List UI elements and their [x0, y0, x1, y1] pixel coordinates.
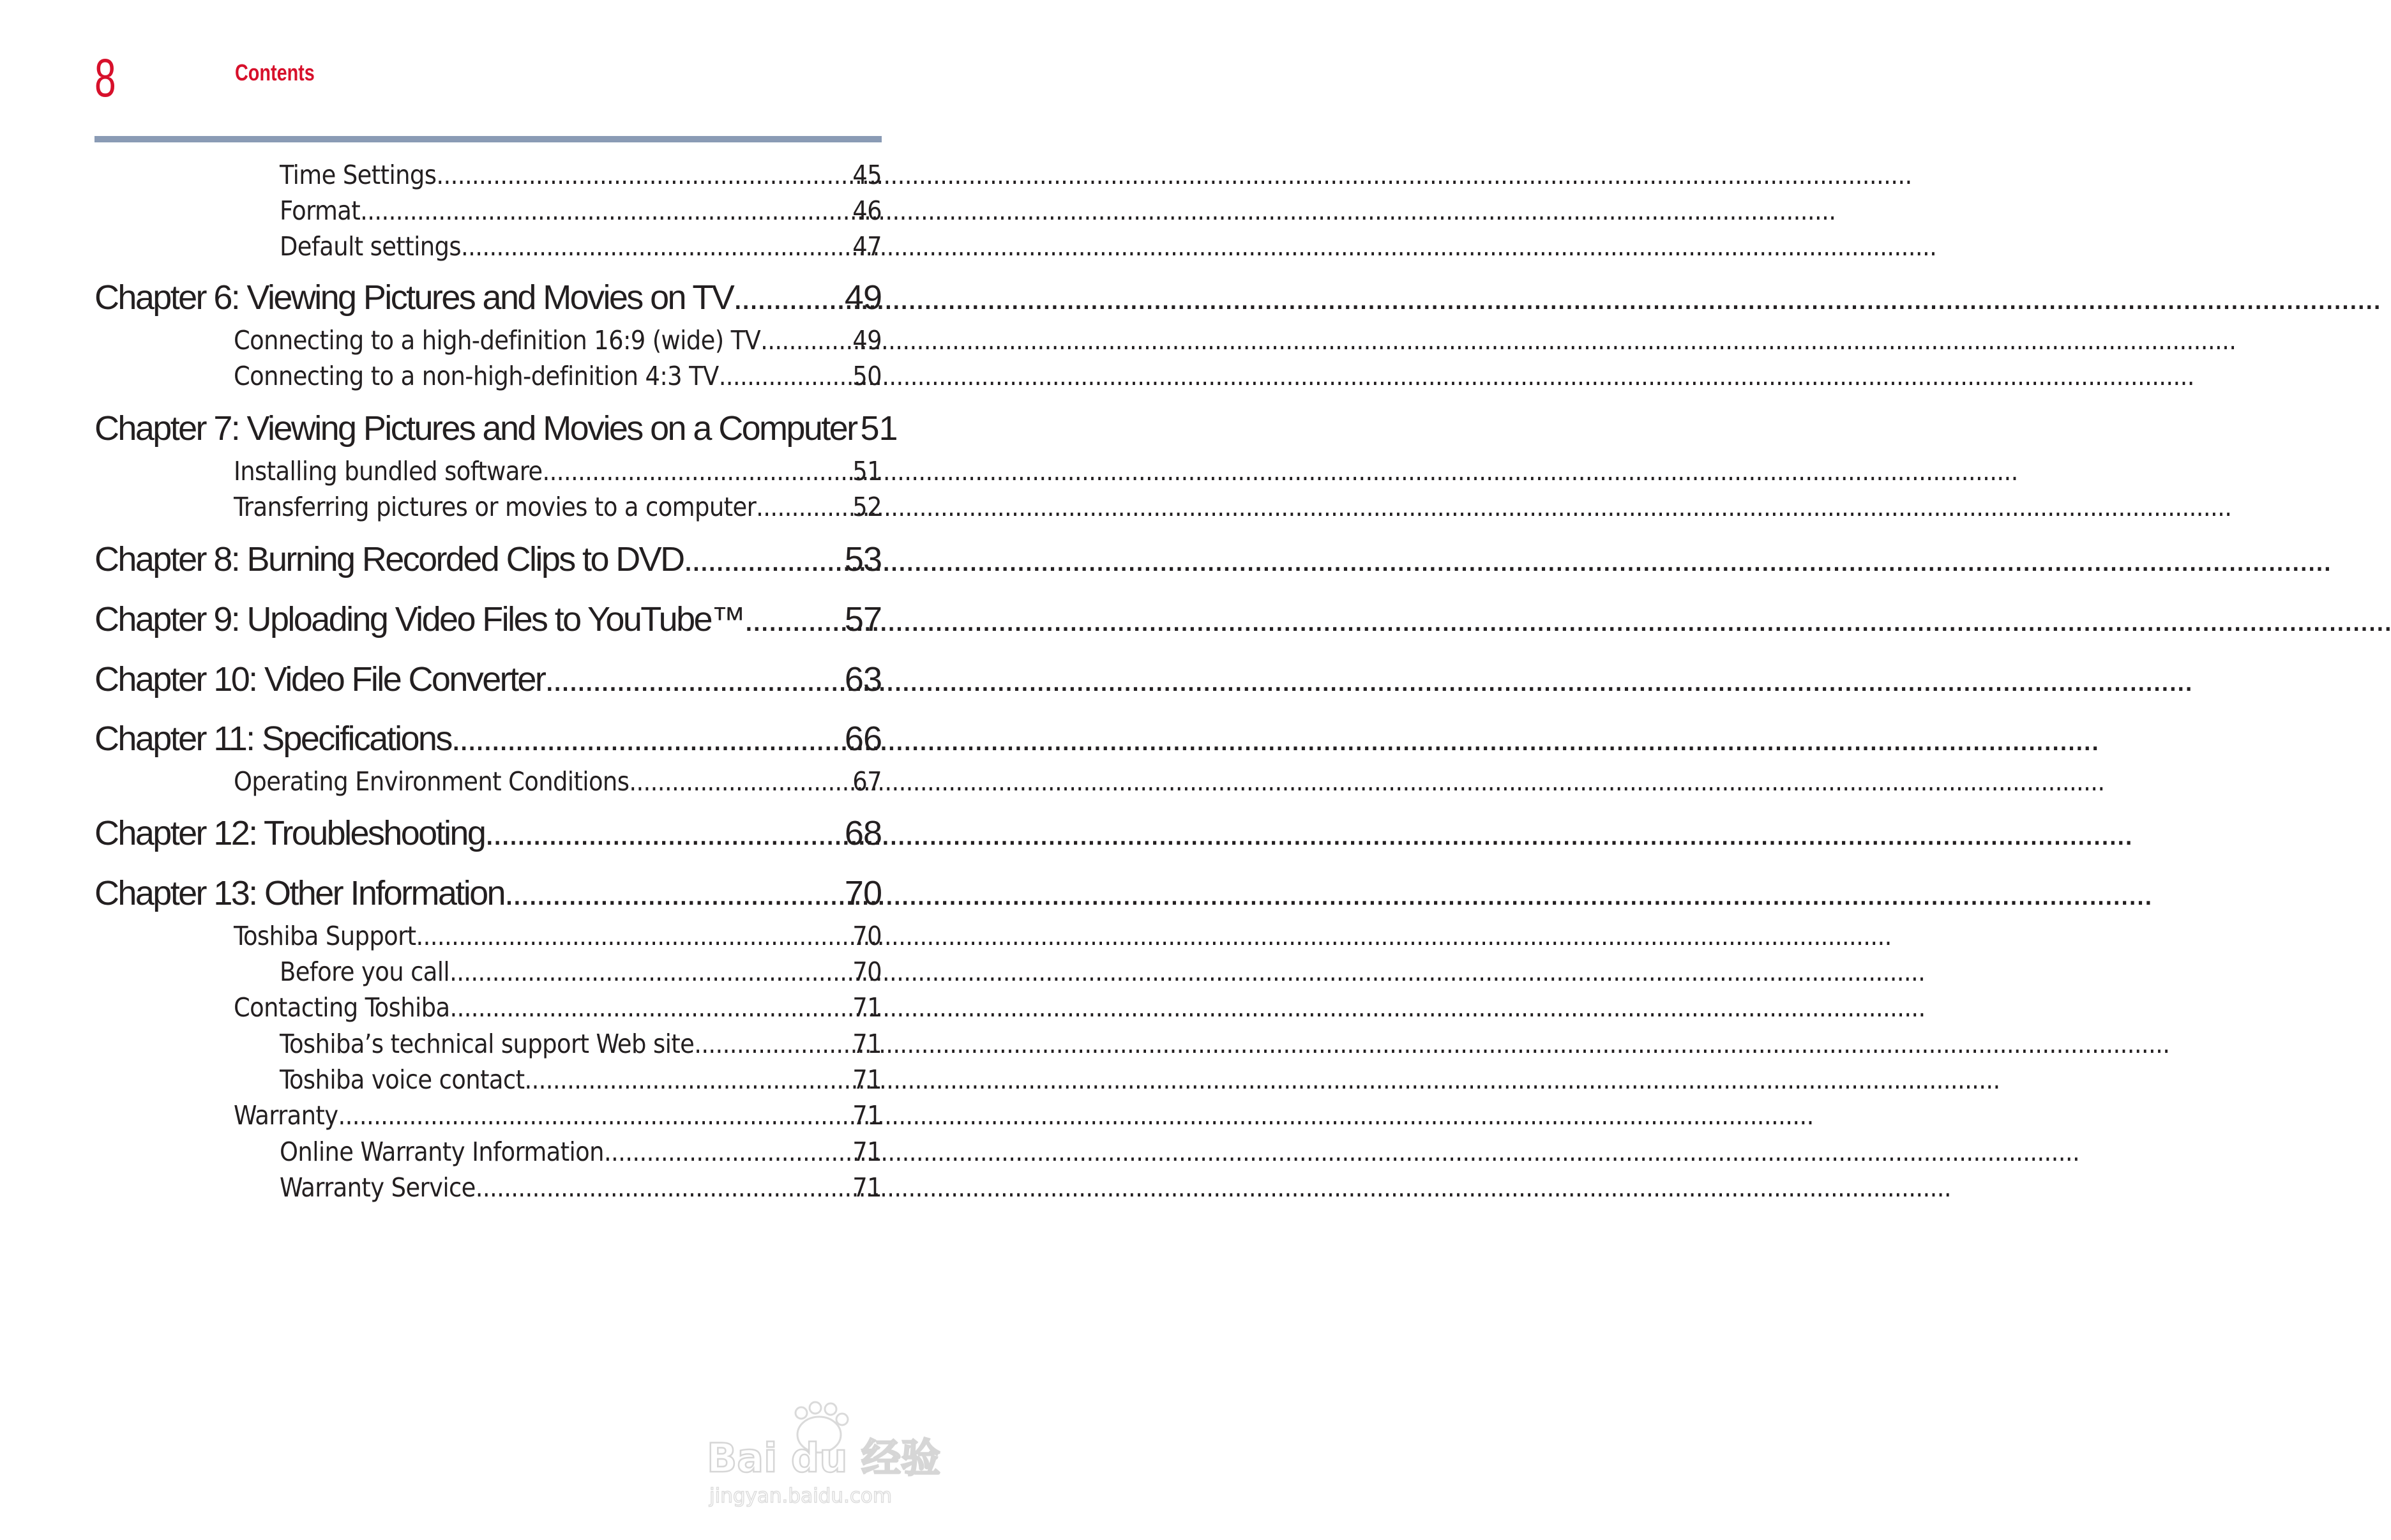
toc-entry-title: Chapter 7: Viewing Pictures and Movies on a Computer: [94, 409, 857, 448]
dot-leader: [733, 278, 841, 317]
page-number: 8: [94, 48, 116, 108]
toc-entry-page-number: 47: [852, 231, 882, 262]
toc-entry-page-number: 57: [844, 600, 882, 638]
toc-entry-page-number: 70: [844, 874, 882, 912]
toc-section[interactable]: [234, 921, 882, 951]
toc-entry-page-number: 45: [852, 160, 882, 190]
dot-leader: [604, 1136, 852, 1167]
toc-subsection[interactable]: [280, 195, 882, 226]
toc-chapter[interactable]: [94, 719, 882, 759]
toc-chapter[interactable]: [94, 409, 898, 448]
toc-chapter[interactable]: [94, 600, 882, 639]
toc-entry-page-number: 67: [852, 766, 882, 797]
toc-entry-page-number: 71: [852, 1172, 882, 1203]
toc-chapter[interactable]: [94, 660, 882, 699]
dot-leader: [629, 766, 852, 797]
toc-entry-title: Chapter 13: Other Information: [94, 874, 504, 912]
toc-subsection[interactable]: [280, 1064, 882, 1095]
toc-entry-title: Toshiba Support: [234, 921, 416, 951]
toc-entry-page-number: 63: [844, 660, 882, 698]
toc-entry-title: Chapter 6: Viewing Pictures and Movies on TV: [94, 278, 734, 317]
toc-entry-title: Before you call: [280, 956, 450, 987]
toc-section[interactable]: [234, 992, 882, 1023]
toc-entry-page-number: 49: [852, 325, 882, 356]
dot-leader: [461, 231, 852, 262]
toc-subsection[interactable]: [280, 231, 882, 262]
toc-chapter[interactable]: [94, 278, 882, 317]
toc-section[interactable]: [234, 1100, 882, 1131]
toc-entry-title: Format: [280, 195, 361, 226]
toc-entry-page-number: 68: [844, 814, 882, 852]
dot-leader: [360, 195, 852, 226]
toc-entry-title: Connecting to a high-definition 16:9 (wide) TV: [234, 325, 761, 356]
watermark-brand: Bai du 经验: [707, 1435, 941, 1481]
dot-leader: [485, 813, 841, 853]
toc-entry-title: Chapter 8: Burning Recorded Clips to DVD: [94, 540, 684, 578]
toc-entry-page-number: 71: [852, 992, 882, 1023]
toc-entry-title: Toshiba voice contact: [280, 1064, 525, 1095]
toc-entry-page-number: 46: [852, 195, 882, 226]
toc-entry-page-number: 71: [852, 1100, 882, 1131]
dot-leader: [476, 1172, 853, 1203]
toc-section[interactable]: [234, 766, 882, 797]
toc-subsection[interactable]: [280, 1029, 882, 1059]
toc-entry-page-number: 71: [852, 1064, 882, 1095]
dot-leader: [694, 1029, 852, 1059]
dot-leader: [756, 492, 852, 522]
toc-entry-page-number: 53: [844, 540, 882, 578]
toc-chapter[interactable]: [94, 813, 882, 853]
dot-leader: [449, 956, 852, 987]
section-label: Contents: [235, 59, 315, 86]
watermark-url: jingyan.baidu.com: [709, 1484, 893, 1507]
toc-section[interactable]: [234, 492, 882, 522]
toc-entry-title: Chapter 12: Troubleshooting: [94, 814, 485, 852]
table-of-contents: [0, 0, 988, 1540]
dot-leader: [338, 1100, 853, 1131]
toc-section[interactable]: [234, 456, 882, 487]
toc-section[interactable]: [234, 325, 882, 356]
dot-leader: [504, 873, 841, 913]
toc-entry-title: Transferring pictures or movies to a computer: [234, 492, 757, 522]
dot-leader: [684, 540, 841, 579]
toc-entry-page-number: 50: [852, 361, 882, 391]
toc-entry-title: Time Settings: [280, 160, 437, 190]
toc-subsection[interactable]: [280, 160, 882, 190]
toc-entry-title: Toshiba’s technical support Web site: [280, 1029, 695, 1059]
toc-section[interactable]: [234, 361, 882, 391]
toc-entry-page-number: 51: [860, 409, 898, 448]
toc-entry-page-number: 51: [852, 456, 882, 487]
dot-leader: [744, 600, 841, 639]
toc-entry-page-number: 70: [852, 921, 882, 951]
toc-entry-page-number: 66: [844, 720, 882, 758]
toc-entry-title: Warranty Service: [280, 1172, 476, 1203]
toc-entry-page-number: 71: [852, 1136, 882, 1167]
toc-chapter[interactable]: [94, 873, 882, 913]
toc-entry-title: Chapter 10: Video File Converter: [94, 660, 545, 698]
dot-leader: [545, 660, 841, 699]
toc-entry-page-number: 49: [844, 278, 882, 317]
toc-entry-title: Default settings: [280, 231, 461, 262]
toc-entry-title: Chapter 9: Uploading Video Files to YouTube™: [94, 600, 744, 638]
toc-entry-page-number: 71: [852, 1029, 882, 1059]
dot-leader: [449, 992, 852, 1023]
toc-entry-title: Online Warranty Information: [280, 1136, 604, 1167]
toc-subsection[interactable]: [280, 1172, 882, 1203]
baidu-watermark: [705, 1401, 941, 1507]
dot-leader: [416, 921, 853, 951]
toc-entry-title: Warranty: [234, 1100, 338, 1131]
toc-subsection[interactable]: [280, 956, 882, 987]
toc-chapter[interactable]: [94, 540, 882, 579]
dot-leader: [436, 160, 852, 190]
dot-leader: [451, 719, 841, 759]
toc-entry-title: Operating Environment Conditions: [234, 766, 630, 797]
dot-leader: [524, 1064, 852, 1095]
toc-entry-title: Connecting to a non-high-definition 4:3 TV: [234, 361, 719, 391]
dot-leader: [543, 456, 853, 487]
toc-entry-page-number: 70: [852, 956, 882, 987]
toc-subsection[interactable]: [280, 1136, 882, 1167]
toc-entry-title: Contacting Toshiba: [234, 992, 450, 1023]
toc-entry-title: Chapter 11: Specifications: [94, 720, 451, 758]
dot-leader: [760, 325, 852, 356]
toc-entry-page-number: 52: [852, 492, 882, 522]
dot-leader: [719, 361, 853, 391]
toc-entry-title: Installing bundled software: [234, 456, 543, 487]
